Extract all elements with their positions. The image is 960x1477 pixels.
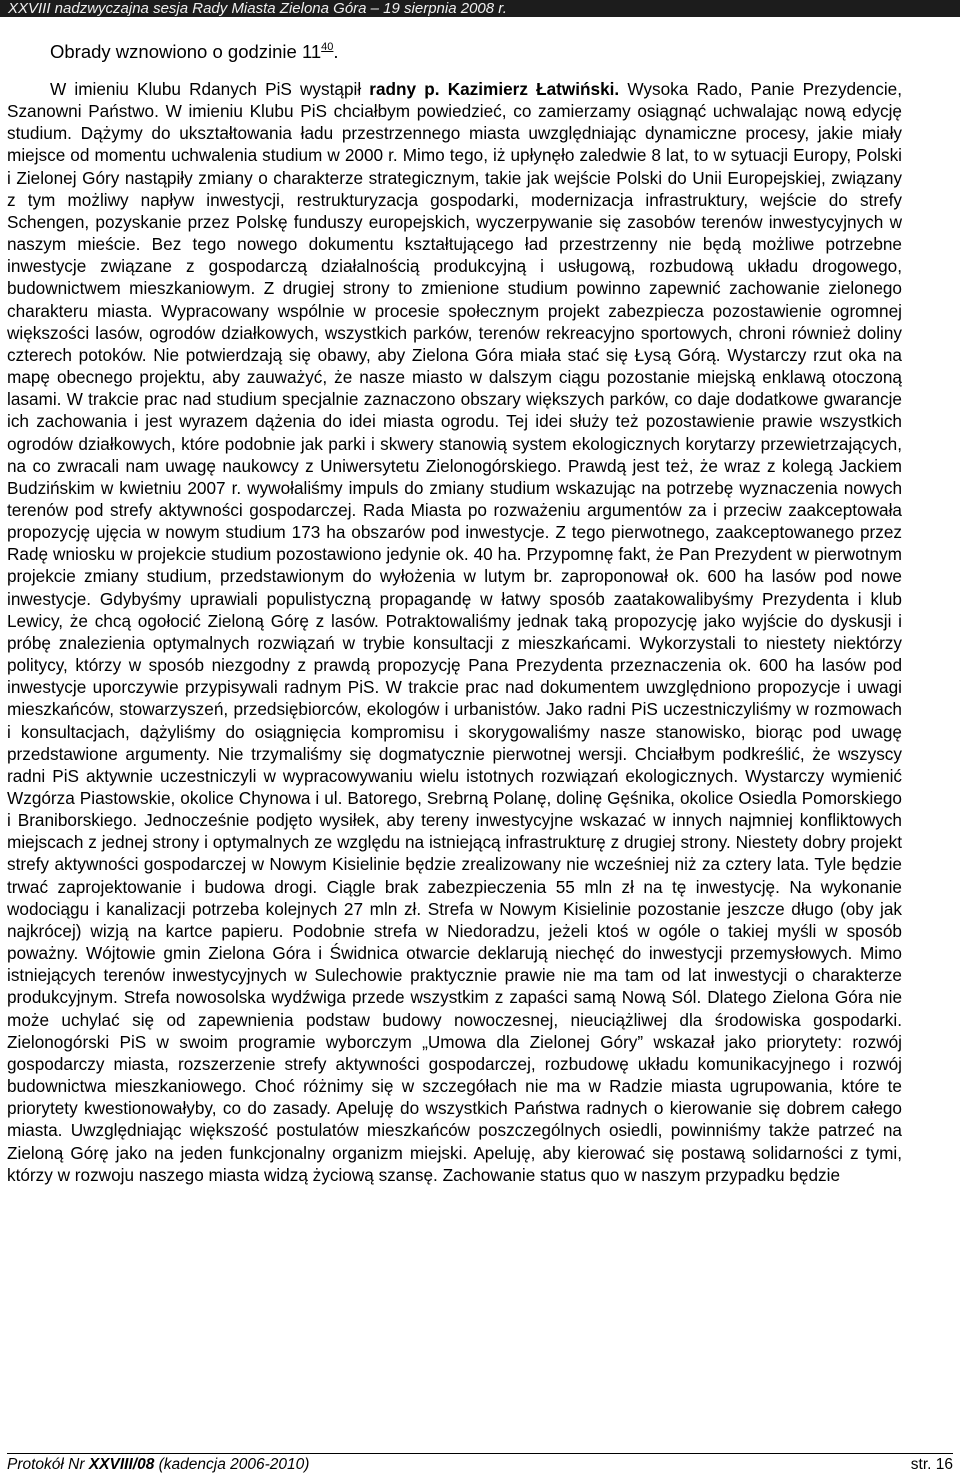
speech-paragraph xyxy=(7,78,902,1186)
footer-protocol xyxy=(7,1456,309,1474)
session-resume-line xyxy=(50,41,339,63)
speaker-name: radny p. Kazimierz Łatwiński. xyxy=(369,79,620,99)
resume-minutes: 40 xyxy=(321,41,334,53)
header-title: XXVIII nadzwyczajna sesja Rady Miasta Zielona Góra – 19 sierpnia 2008 r. xyxy=(8,0,507,17)
header-bar xyxy=(0,0,960,17)
speech-lead: W imieniu Klubu Rdanych PiS wystąpił xyxy=(50,79,370,99)
footer-suffix: (kadencja 2006-2010) xyxy=(154,1456,310,1473)
footer-prefix: Protokół Nr xyxy=(7,1456,89,1473)
speech-body: Wysoka Rado, Panie Prezydencie, Szanowni Państwo. W imieniu Klubu PiS chciałbym powiedzieć, co zamierzamy osiągnąć uchwalając nową edycję studium. Dążymy do ukształtowania ładu przestrzennego miasta uwzględniając dynamiczne procesy, jakie miały miejsce od momentu uchwalenia studium w 2000 r. Mimo tego, iż upłynęło zaledwie 8 lat, to w sytuacji Europy, Polski i Zielonej Góry nastąpiły zmiany o charakterze strategicznym, takie jak wejście Polski do Unii Europejskiej, związany z tym możliwy napływ inwestycji, restrukturyzacja gospodarki, modernizacja infrastruktury, wejście do strefy Schengen, pozyskanie przez Polskę funduszy europejskich, wyczerpywanie się zasobów terenów inwestycyjnych w naszym mieście. Bez tego nowego dokumentu kształtującego ład przestrzenny nie będą możliwe potrzebne inwestycje związane z gospodarczą działalnością produkcyjną i usługową, rozbudową układu drogowego, budownictwem mieszkaniowym. Z drugiej strony to zmienione studium powinno zapewnić zachowanie zielonego charakteru miasta. Wypracowany wspólnie w procesie społecznym projekt zabezpiecza pozostawienie ogromnej większości lasów, ogrodów działkowych, wszystkich parków, terenów rekreacyjno sportowych, chroni również doliny czterech potoków. Nie potwierdzają się obawy, aby Zielona Góra miała stać się Łysą Górą. Wystarczy rzut oka na mapę obecnego projektu, aby zauważyć, że nasze miasto w dalszym ciągu pozostanie miejską enklawą otoczoną lasami. W trakcie prac nad studium specjalnie zaznaczono obszary większych parków, co daje dodatkowe gwarancje ich zachowania i jest wyrazem dążenia do idei miasta ogrodu. Tej idei służy też pozostawienie prawie wszystkich ogrodów działkowych, które podobnie jak parki i skwery stanowią system ekologicznych korytarzy przewietrzających, na co zwracali nam uwagę naukowcy z Uniwersytetu Zielonogórskiego. Prawdą jest też, że wraz z kolegą Jackiem Budzińskim w kwietniu 2007 r. wywołaliśmy impuls do zmiany studium wskazując na potrzebę wyznaczenia nowych terenów pod strefy aktywności gospodarczej. Rada Miasta po rozważeniu argumentów za i przeciw zaakceptowała propozycję ujęcia w nowym studium 173 ha obszarów pod inwestycje. Z tego pierwotnego, zaakceptowanego przez Radę wniosku w projekcie studium pozostawiono jedynie ok. 40 ha. Przypomnę fakt, że Pan Prezydent w pierwotnym projekcie zmiany studium, przedstawionym do wyłożenia w lutym br. zaproponował ok. 600 ha lasów pod nowe inwestycje. Gdybyśmy uprawiali populistyczną propagandę w łatwy sposób zaatakowalibyśmy Prezydenta i klub Lewicy, że chcą ogołocić Zieloną Górę z lasów. Potraktowaliśmy jednak taką propozycję jako wyjście do dyskusji i próbę znalezienia optymalnych rozwiązań w trybie konsultacji z mieszkańcami. Wykorzystali to niestety niektórzy politycy, którzy w sposób niezgodny z prawdą propozycję Pana Prezydenta przeznaczenia ok. 600 ha lasów pod inwestycje uporczywie przypisywali radnym PiS. W trakcie prac nad dokumentem uwzględniono propozycje i uwagi mieszkańców, stowarzyszeń, przedsiębiorców, ekologów i urbanistów. Jako radni PiS uczestniczyliśmy w rozmowach i konsultacjach, dążyliśmy do osiągnięcia kompromisu i skorygowaliśmy nasze stanowisko, biorąc pod uwagę przedstawione argumenty. Nie trzymaliśmy się dogmatycznie pierwotnej wersji. Chciałbym podkreślić, że wszyscy radni PiS aktywnie uczestniczyli w wypracowywaniu wielu istotnych rozwiązań ekologicznych. Wystarczy wymienić Wzgórza Piastowskie, okolice Chynowa i ul. Batorego, Srebrną Polanę, dolinę Gęśnika, okolice Osiedla Pomorskiego i Braniborskiego. Jednocześnie podjęto wysiłek, aby tereny inwestycyjne wskazać w innych najmniej konfliktowych miejscach z jednej strony i optymalnych ze względu na istniejącą infrastrukturę z drugiej strony. Niestety dobry projekt strefy aktywności gospodarczej w Nowym Kisielinie będzie zrealizowany nie wcześniej niż za cztery lata. Tyle będzie trwać zaprojektowanie i budowa drogi. Ciągle brak zabezpieczenia 55 mln zł na tę inwestycję. Na wykonanie wodociągu i kanalizacji potrzeba kolejnych 27 mln zł. Strefa w Nowym Kisielinie pozostanie jeszcze długo (oby jak najkrócej) wizją na kartce papieru. Podobnie strefa w Niedoradzu, jeżeli ktoś w ogóle o takiej myśli w sposób poważny. Wójtowie gmin Zielona Góra i Świdnica otwarcie deklarują niechęć do inwestycji przemysłowych. Mimo istniejących terenów inwestycyjnych w Sulechowie praktycznie prawie nie ma tam od lat inwestycji o charakterze produkcyjnym. Strefa nowosolska wydźwiga przede wszystkim z zapaści samą Nową Sól. Dlatego Zielona Góra nie może uchylać się od zapewnienia podstaw budowy nowoczesnej, nieuciążliwej dla środowiska gospodarki. Zielonogórski PiS w swoim programie wyborczym „Umowa dla Zielonej Góry” wskazał jako priorytety: rozwój gospodarczy miasta, rozszerzenie strefy aktywności gospodarczej, rozbudowę układu komunikacyjnego i rozwój budownictwa mieszkaniowego. Choć różnimy się w szczegółach nie ma w Radzie miasta ugrupowania, które te priorytety kwestionowałyby, co do zasady. Apeluję do wszystkich Państwa radnych o kierowanie się dobrem całego miasta. Uwzględniając większość postulatów mieszkańców poszczególnych osiedli, powinniśmy także patrzeć na Zieloną Górę jako na jeden funkcjonalny organizm miejski. Apeluję, aby kierować się postawą solidarności z tymi, którzy w rozwoju naszego miasta widzą życiową szansę. Zachowanie status quo w naszym przypadku będzie xyxy=(7,79,902,1185)
page-number: str. 16 xyxy=(910,1456,953,1473)
resume-end: . xyxy=(333,41,339,62)
footer-number: XXVIII/08 xyxy=(88,1456,155,1473)
footer-divider xyxy=(7,1453,953,1454)
resume-text: Obrady wznowiono o godzinie 11 xyxy=(50,41,322,62)
